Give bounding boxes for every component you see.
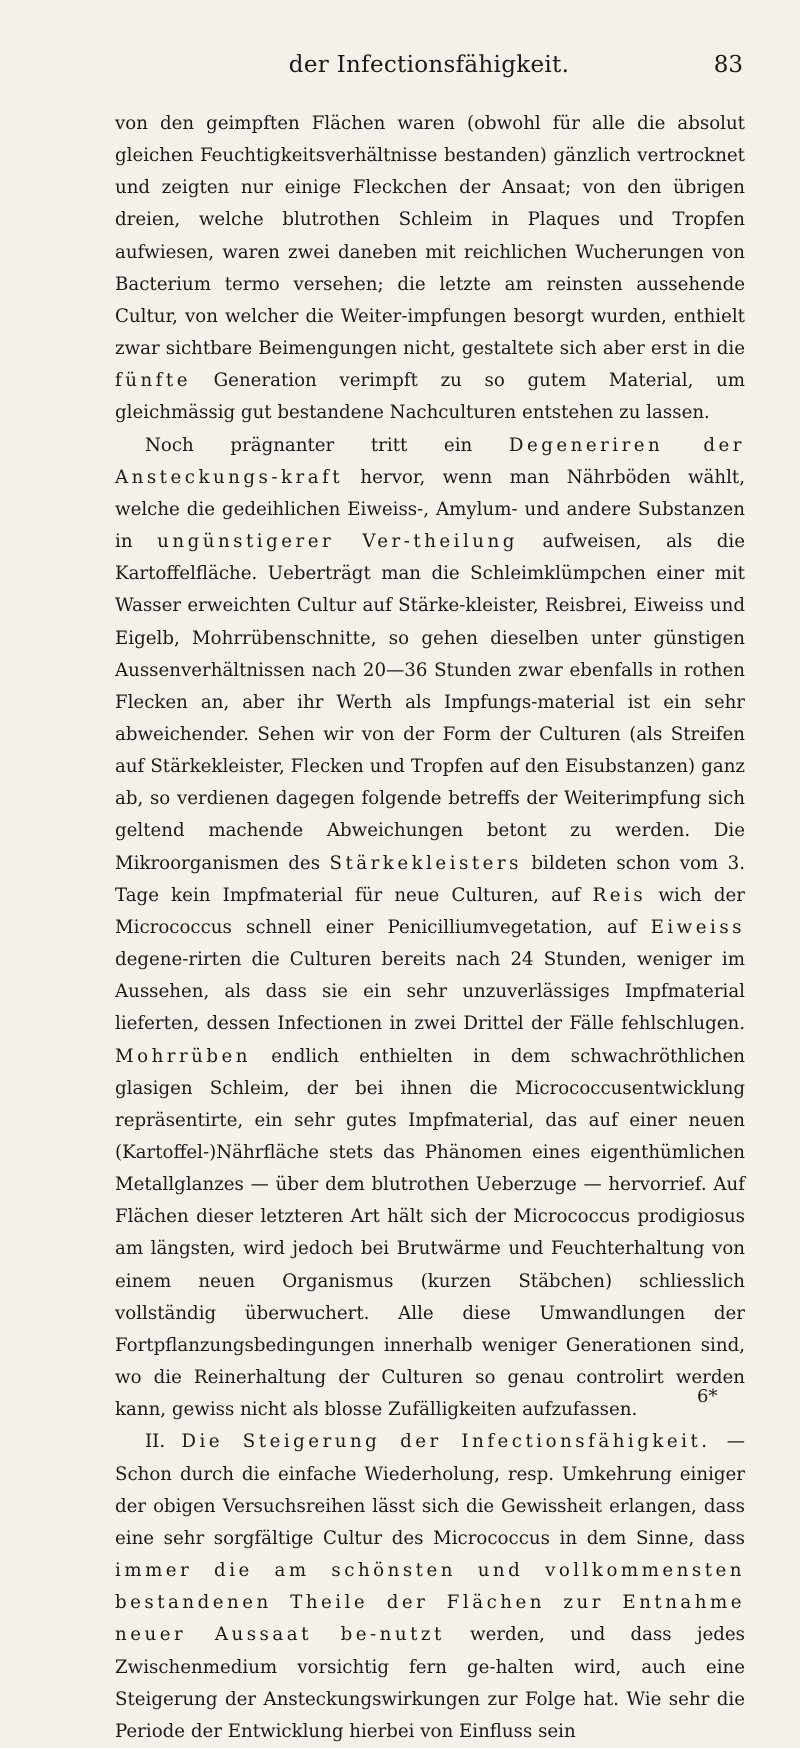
emphasized-text: ungünstigerer Ver-theilung [157,531,518,553]
text-run: aufweisen, als die Kartoffelfläche. Ueberträgt man die Schleimklümpchen einer mit Wasser erweichten Cultur auf Stärke-kleister, Reisbrei, Eiweiss und Eigelb, Mohrrübenschnitte, so gehen dieselben unter günstigen Aussenverhältnissen nach 20—36 Stunden zwar ebenfalls in rothen Flecken an, aber ihr Werth als Impfungs-material ist ein sehr abweichender. Sehen wir von der Form der Culturen (als Streifen auf Stärkekleister, Flecken und Tropfen auf den Eisubstanzen) ganz ab, so verdienen dagegen folgende betreffs der Weiterimpfung sich geltend machende Abweichungen betont zu werden. Die Mikroorganismen des [115,531,746,874]
text-run: endlich enthielten in dem schwachröthlichen glasigen Schleim, der bei ihnen die Micrococcusentwicklung repräsentirte, ein sehr gutes Impfmaterial, das auf einer neuen (Kartoffel-)Nährfläche stets das Phänomen eines eigenthümlichen Metallglanzes — über dem blutrothen Ueberzuge — hervorrief. Auf Flächen dieser letzteren Art hält sich der Micrococcus prodigiosus am längsten, wird jedoch bei Brutwärme und Feuchterhaltung von einem neuen Organismus (kurzen Stäbchen) schliesslich vollständig überwuchert. Alle diese Umwandlungen der Fortpflanzungsbedingungen innerhalb weniger Generationen sind, wo die Reinerhaltung der Culturen so genau controlirt werden kann, gewiss nicht als blosse Zufälligkeiten aufzufassen. [115,1045,745,1421]
text-run: degene-rirten die Culturen bereits nach 24 Stunden, weniger im Aussehen, als dass sie ein sehr unzuverlässiges Impfmaterial lieferten, dessen Infectionen in zwei Drittel der Fälle fehlschlugen. [115,949,745,1035]
text-run: hervor, wenn man Nährböden wählt, welche die gedeihlichen Eiweiss-, Amylum- und andere Substanzen in [115,466,745,553]
text-run: bildeten schon vom 3. Tage kein Impfmaterial für neue Culturen, auf [115,852,745,906]
text-run: Generation verimpft zu so gutem Material, um gleichmässig gut bestandene Nachculturen entstehen zu lassen. [115,370,745,424]
body-text [115,108,745,1748]
running-title: der Infectionsfähigkeit. [288,52,570,78]
emphasized-text: Die Steigerung der Infectionsfähigkeit. [181,1431,711,1453]
emphasized-text: immer die am schönsten und vollkommensten bestandenen Theile der Flächen zur Entnahme neuer Aussaat be-nutzt [115,1560,745,1646]
paragraph [115,430,745,1427]
emphasized-text: Stärkekleisters [329,852,522,874]
page-number: 83 [713,52,743,78]
text-run: — Schon durch die einfache Wiederholung, resp. Umkehrung einiger der obigen Versuchsreihen lässt sich die Gewissheit erlangen, dass eine sehr sorgfältige Cultur des Micrococcus in dem Sinne, dass [115,1431,745,1549]
text-run: von den geimpften Flächen waren (obwohl für alle die absolut gleichen Feuchtigkeitsverhältnisse bestanden) gänzlich vertrocknet und zeigten nur einige Fleckchen der Ansaat; von den übrigen dreien, welche blutrothen Schleim in Plaques und Tropfen aufwiesen, waren zwei daneben mit reichlichen Wucherungen von Bacterium termo versehen; die letzte am reinsten aussehende Cultur, von welcher die Weiter-impfungen besorgt wurden, enthielt zwar sichtbare Beimengungen nicht, gestaltete sich aber erst in die [115,113,745,360]
running-head [115,52,743,86]
emphasized-text: Mohrrüben [115,1045,252,1067]
text-run: Noch prägnanter tritt ein [145,434,509,456]
emphasized-text: Degeneriren der Ansteckungs-kraft [115,434,745,488]
emphasized-text: fünfte [115,370,191,392]
text-run: II. [145,1431,182,1453]
signature-mark: 6* [697,1386,718,1407]
emphasized-text: Reis [592,884,647,906]
paragraph [115,1426,745,1748]
text-run: werden, und dass jedes Zwischenmedium vorsichtig fern ge-halten wird, auch eine Steigerung der Ansteckungswirkungen zur Folge hat. Wie sehr die Periode der Entwicklung hierbei von Einfluss sein [115,1624,745,1742]
text-run: wich der Micrococcus schnell einer Penicilliumvegetation, auf [115,884,745,938]
emphasized-text: Eiweiss [650,916,745,938]
paragraph [115,108,745,430]
